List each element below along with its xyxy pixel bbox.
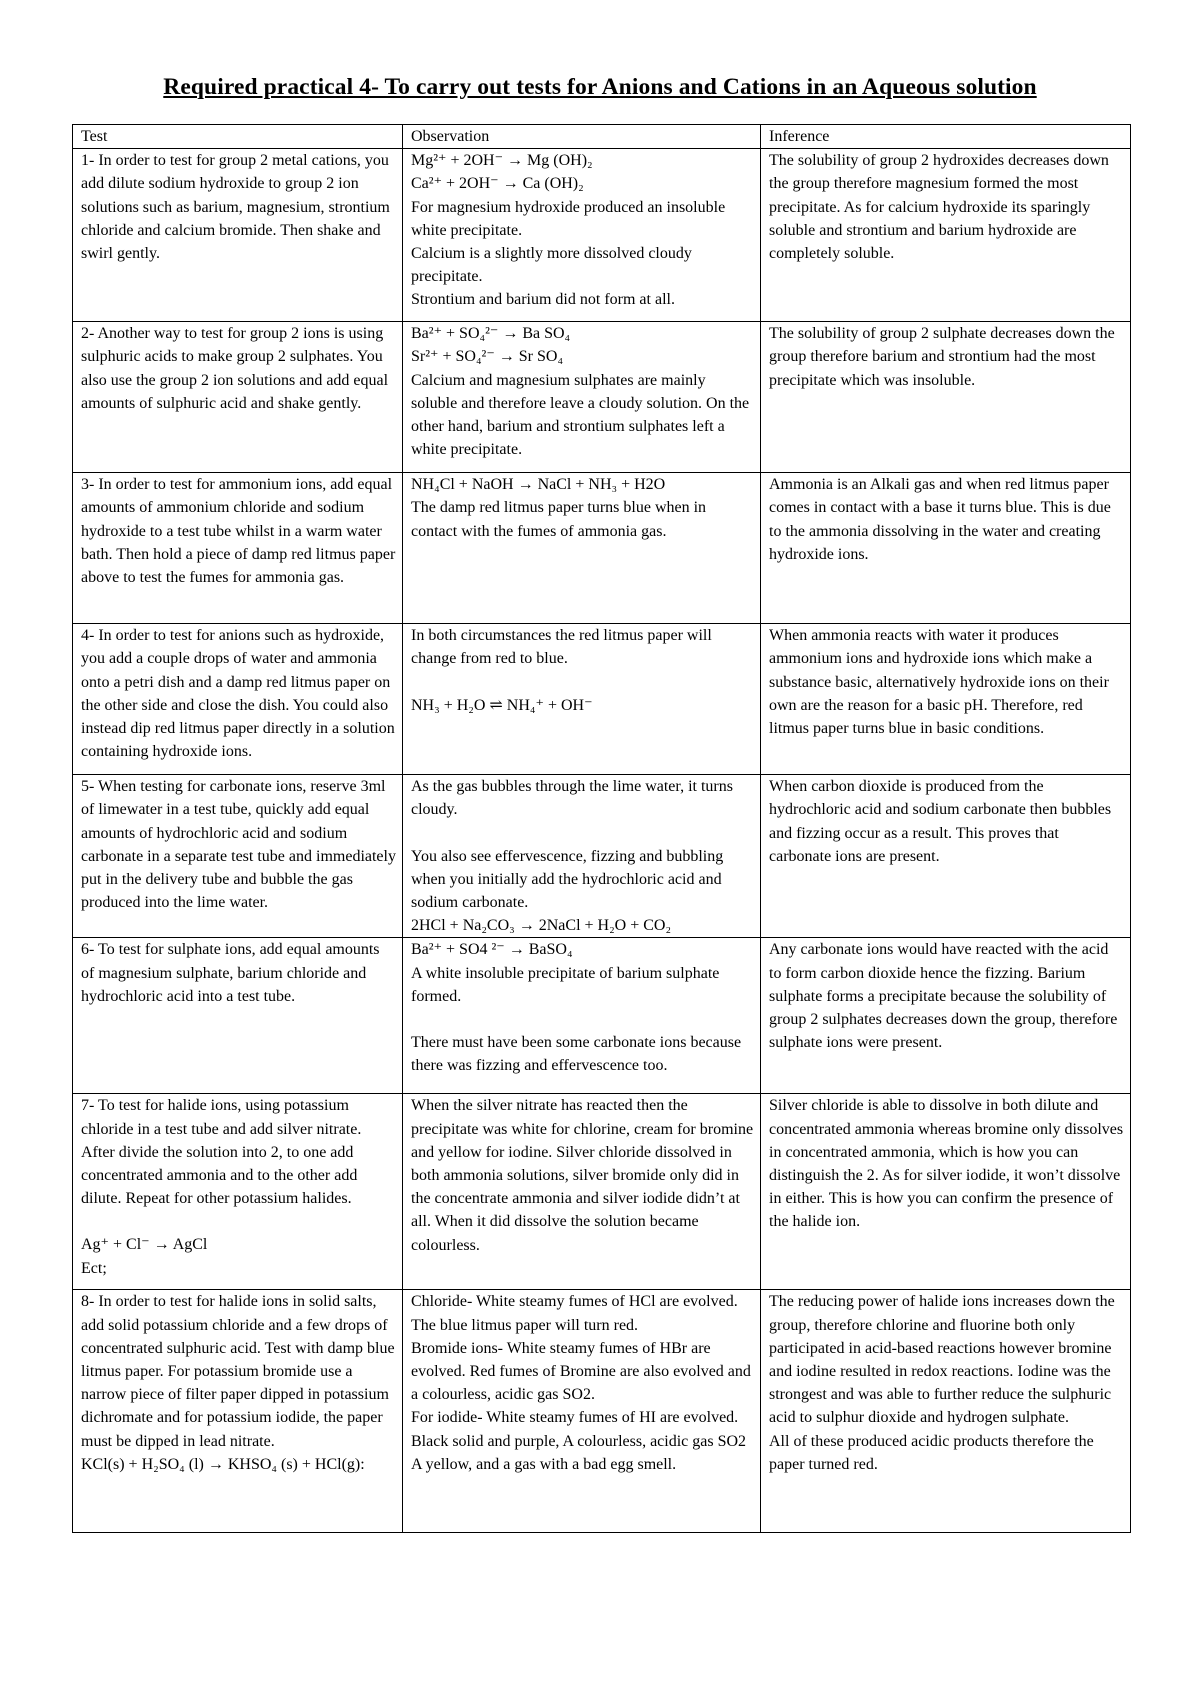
observation-paragraph: Strontium and barium did not form at all.: [411, 291, 675, 309]
observation-paragraph: A white insoluble precipitate of barium sulphate formed.: [411, 964, 720, 1005]
observation-paragraph: 2HCl + Na₂CO₃ → 2NaCl + H₂O + CO₂: [411, 917, 672, 935]
test-cell: [73, 1290, 403, 1533]
observation-cell: [403, 149, 761, 322]
table-row: [73, 473, 1131, 624]
table-row: [73, 775, 1131, 938]
observation-paragraph: When the silver nitrate has reacted then the precipitate was white for chlorine, cream for bromine and yellow for iodine. Silver chloride dissolved in both ammonia solutions, silver bromide only did in the concentrate ammonia and silver iodide didn’t at all. When it did dissolve the solution became colourless.: [411, 1097, 754, 1254]
test-cell: [73, 473, 403, 624]
test-cell: [73, 624, 403, 775]
table-row: [73, 938, 1131, 1094]
test-paragraph: 6- To test for sulphate ions, add equal amounts of magnesium sulphate, barium chloride and hydrochloric acid into a test tube.: [81, 941, 380, 1005]
observation-paragraph: You also see effervescence, fizzing and bubbling when you initially add the hydrochloric acid and sodium carbonate.: [411, 847, 724, 912]
observation-paragraph: The damp red litmus paper turns blue when in contact with the fumes of ammonia gas.: [411, 499, 707, 540]
inference-paragraph: When ammonia reacts with water it produces ammonium ions and hydroxide ions which make a substance basic, alternatively hydroxide ions on their own are the reason for a basic pH. Therefore, red litmus paper turns blue in basic conditions.: [769, 627, 1109, 738]
inference-paragraph: Any carbonate ions would have reacted with the acid to form carbon dioxide hence the fizzing. Barium sulphate forms a precipitate because the solubility of group 2 sulphates decreases down the group, therefore sulphate ions were present.: [769, 941, 1118, 1052]
observation-paragraph: Calcium and magnesium sulphates are mainly soluble and therefore leave a cloudy solution. On the other hand, barium and strontium sulphates left a white precipitate.: [411, 371, 750, 459]
header-test: Test: [73, 125, 403, 149]
inference-paragraph: The reducing power of halide ions increases down the group, therefore chlorine and fluorine both only participated in acid-based reactions however bromine and iodine resulted in redox reactions. Iodine was the strongest and was able to further reduce the sulphuric acid to sulphur dioxide and hydrogen sulphate.: [769, 1293, 1115, 1427]
observation-paragraph: Calcium is a slightly more dissolved cloudy precipitate.: [411, 245, 692, 286]
table-header-row: [73, 125, 1131, 149]
observation-cell: [403, 1094, 761, 1290]
test-paragraph: 2- Another way to test for group 2 ions is using sulphuric acids to make group 2 sulphates. You also use the group 2 ion solutions and add equal amounts of sulphuric acid and shake gently.: [81, 325, 389, 412]
page-title: Required practical 4- To carry out tests for Anions and Cations in an Aqueous solution: [163, 74, 1037, 100]
test-paragraph: KCl(s) + H₂SO₄ (l) → KHSO₄ (s) + HCl(g):: [81, 1455, 365, 1473]
inference-cell: [761, 322, 1131, 473]
test-paragraph: 7- To test for halide ions, using potassium chloride in a test tube and add silver nitrate. After divide the solution into 2, to one add concentrated ammonia and to the other add dilute. Repeat for other potassium halides.: [81, 1097, 362, 1208]
observation-paragraph: As the gas bubbles through the lime water, it turns cloudy.: [411, 778, 733, 819]
test-paragraph: 5- When testing for carbonate ions, reserve 3ml of limewater in a test tube, quickly add equal amounts of hydrochloric acid and sodium carbonate in a separate test tube and immediately put in the delivery tube and bubble the gas produced into the lime water.: [81, 778, 396, 912]
table-row: [73, 624, 1131, 775]
header-observation: Observation: [403, 125, 761, 149]
observation-cell: [403, 938, 761, 1094]
inference-paragraph: The solubility of group 2 sulphate decreases down the group therefore barium and strontium had the most precipitate which was insoluble.: [769, 325, 1115, 389]
test-cell: [73, 775, 403, 938]
observation-paragraph: Bromide ions- White steamy fumes of HBr are evolved. Red fumes of Bromine are also evolved and a colourless, acidic gas SO2.: [411, 1339, 751, 1404]
observation-paragraph: For iodide- White steamy fumes of HI are evolved. Black solid and purple, A colourless, acidic gas SO2 A yellow, and a gas with a bad egg smell.: [411, 1409, 747, 1473]
observation-paragraph: NH₄Cl + NaOH → NaCl + NH₃ + H2O: [411, 476, 666, 494]
test-paragraph: [81, 1210, 396, 1233]
observation-paragraph: Chloride- White steamy fumes of HCl are evolved.: [411, 1293, 738, 1311]
test-paragraph: Ag⁺ + Cl⁻ → AgCl: [81, 1236, 208, 1254]
observation-paragraph: [411, 822, 754, 845]
test-paragraph: Ect;: [81, 1259, 107, 1277]
observation-paragraph: In both circumstances the red litmus paper will change from red to blue.: [411, 627, 712, 668]
inference-cell: [761, 938, 1131, 1094]
inference-cell: [761, 149, 1131, 322]
observation-paragraph: Sr²⁺ + SO₄²⁻ → Sr SO₄: [411, 348, 564, 366]
observation-paragraph: Mg²⁺ + 2OH⁻ → Mg (OH)₂: [411, 152, 593, 170]
observation-cell: [403, 1290, 761, 1533]
observation-paragraph: Ba²⁺ + SO4 ²⁻ → BaSO₄: [411, 941, 573, 959]
inference-paragraph: All of these produced acidic products therefore the paper turned red.: [769, 1432, 1094, 1473]
test-cell: [73, 322, 403, 473]
observation-paragraph: Ca²⁺ + 2OH⁻ → Ca (OH)₂: [411, 175, 584, 193]
observation-cell: [403, 473, 761, 624]
table-row: [73, 149, 1131, 322]
observation-cell: [403, 624, 761, 775]
test-cell: [73, 938, 403, 1094]
observation-paragraph: For magnesium hydroxide produced an insoluble white precipitate.: [411, 198, 726, 239]
inference-paragraph: Ammonia is an Alkali gas and when red litmus paper comes in contact with a base it turns blue. This is due to the ammonia dissolving in the water and creating hydroxide ions.: [769, 476, 1111, 563]
inference-cell: [761, 1290, 1131, 1533]
inference-paragraph: Silver chloride is able to dissolve in both dilute and concentrated ammonia whereas bromine only dissolves in concentrated ammonia, which is how you can distinguish the 2. As for silver iodide, it won’t dissolve in either. This is how you can confirm the presence of the halide ion.: [769, 1097, 1124, 1231]
inference-paragraph: When carbon dioxide is produced from the hydrochloric acid and sodium carbonate then bubbles and fizzing occur as a result. This proves that carbonate ions are present.: [769, 778, 1112, 865]
observation-paragraph: [411, 1008, 754, 1031]
observation-cell: [403, 322, 761, 473]
observation-paragraph: There must have been some carbonate ions because there was fizzing and effervescence too.: [411, 1034, 742, 1075]
observation-paragraph: The blue litmus paper will turn red.: [411, 1316, 639, 1334]
test-paragraph: 3- In order to test for ammonium ions, add equal amounts of ammonium chloride and sodium hydroxide to a test tube whilst in a warm water bath. Then hold a piece of damp red litmus paper above to test the fumes for ammonia gas.: [81, 476, 396, 587]
test-paragraph: 8- In order to test for halide ions in solid salts, add solid potassium chloride and a few drops of concentrated sulphuric acid. Test with damp blue litmus paper. For potassium bromide use a narrow piece of filter paper dipped in potassium dichromate and for potassium iodide, the paper must be dipped in lead nitrate.: [81, 1293, 395, 1450]
inference-cell: [761, 1094, 1131, 1290]
test-paragraph: 4- In order to test for anions such as hydroxide, you add a couple drops of water and ammonia onto a petri dish and a damp red litmus paper on the other side and close the dish. You could also instead dip red litmus paper directly in a solution containing hydroxide ions.: [81, 627, 395, 761]
header-inference: Inference: [761, 125, 1131, 149]
inference-cell: [761, 473, 1131, 624]
table-body: [73, 149, 1131, 1533]
inference-paragraph: The solubility of group 2 hydroxides decreases down the group therefore magnesium formed the most precipitate. As for calcium hydroxide its sparingly soluble and strontium and barium hydroxide are completely soluble.: [769, 152, 1109, 263]
observation-paragraph: [411, 671, 754, 694]
test-paragraph: 1- In order to test for group 2 metal cations, you add dilute sodium hydroxide to group 2 ion solutions such as barium, magnesium, strontium chloride and calcium bromide. Then shake and swirl gently.: [81, 152, 390, 263]
table-row: [73, 1094, 1131, 1290]
test-cell: [73, 149, 403, 322]
test-cell: [73, 1094, 403, 1290]
observation-paragraph: NH₃ + H₂O ⇌ NH₄⁺ + OH⁻: [411, 696, 593, 714]
observation-cell: [403, 775, 761, 938]
table-row: [73, 322, 1131, 473]
inference-cell: [761, 775, 1131, 938]
practical-results-table: [72, 124, 1131, 1533]
table-row: [73, 1290, 1131, 1533]
inference-cell: [761, 624, 1131, 775]
observation-paragraph: Ba²⁺ + SO₄²⁻ → Ba SO₄: [411, 325, 571, 343]
